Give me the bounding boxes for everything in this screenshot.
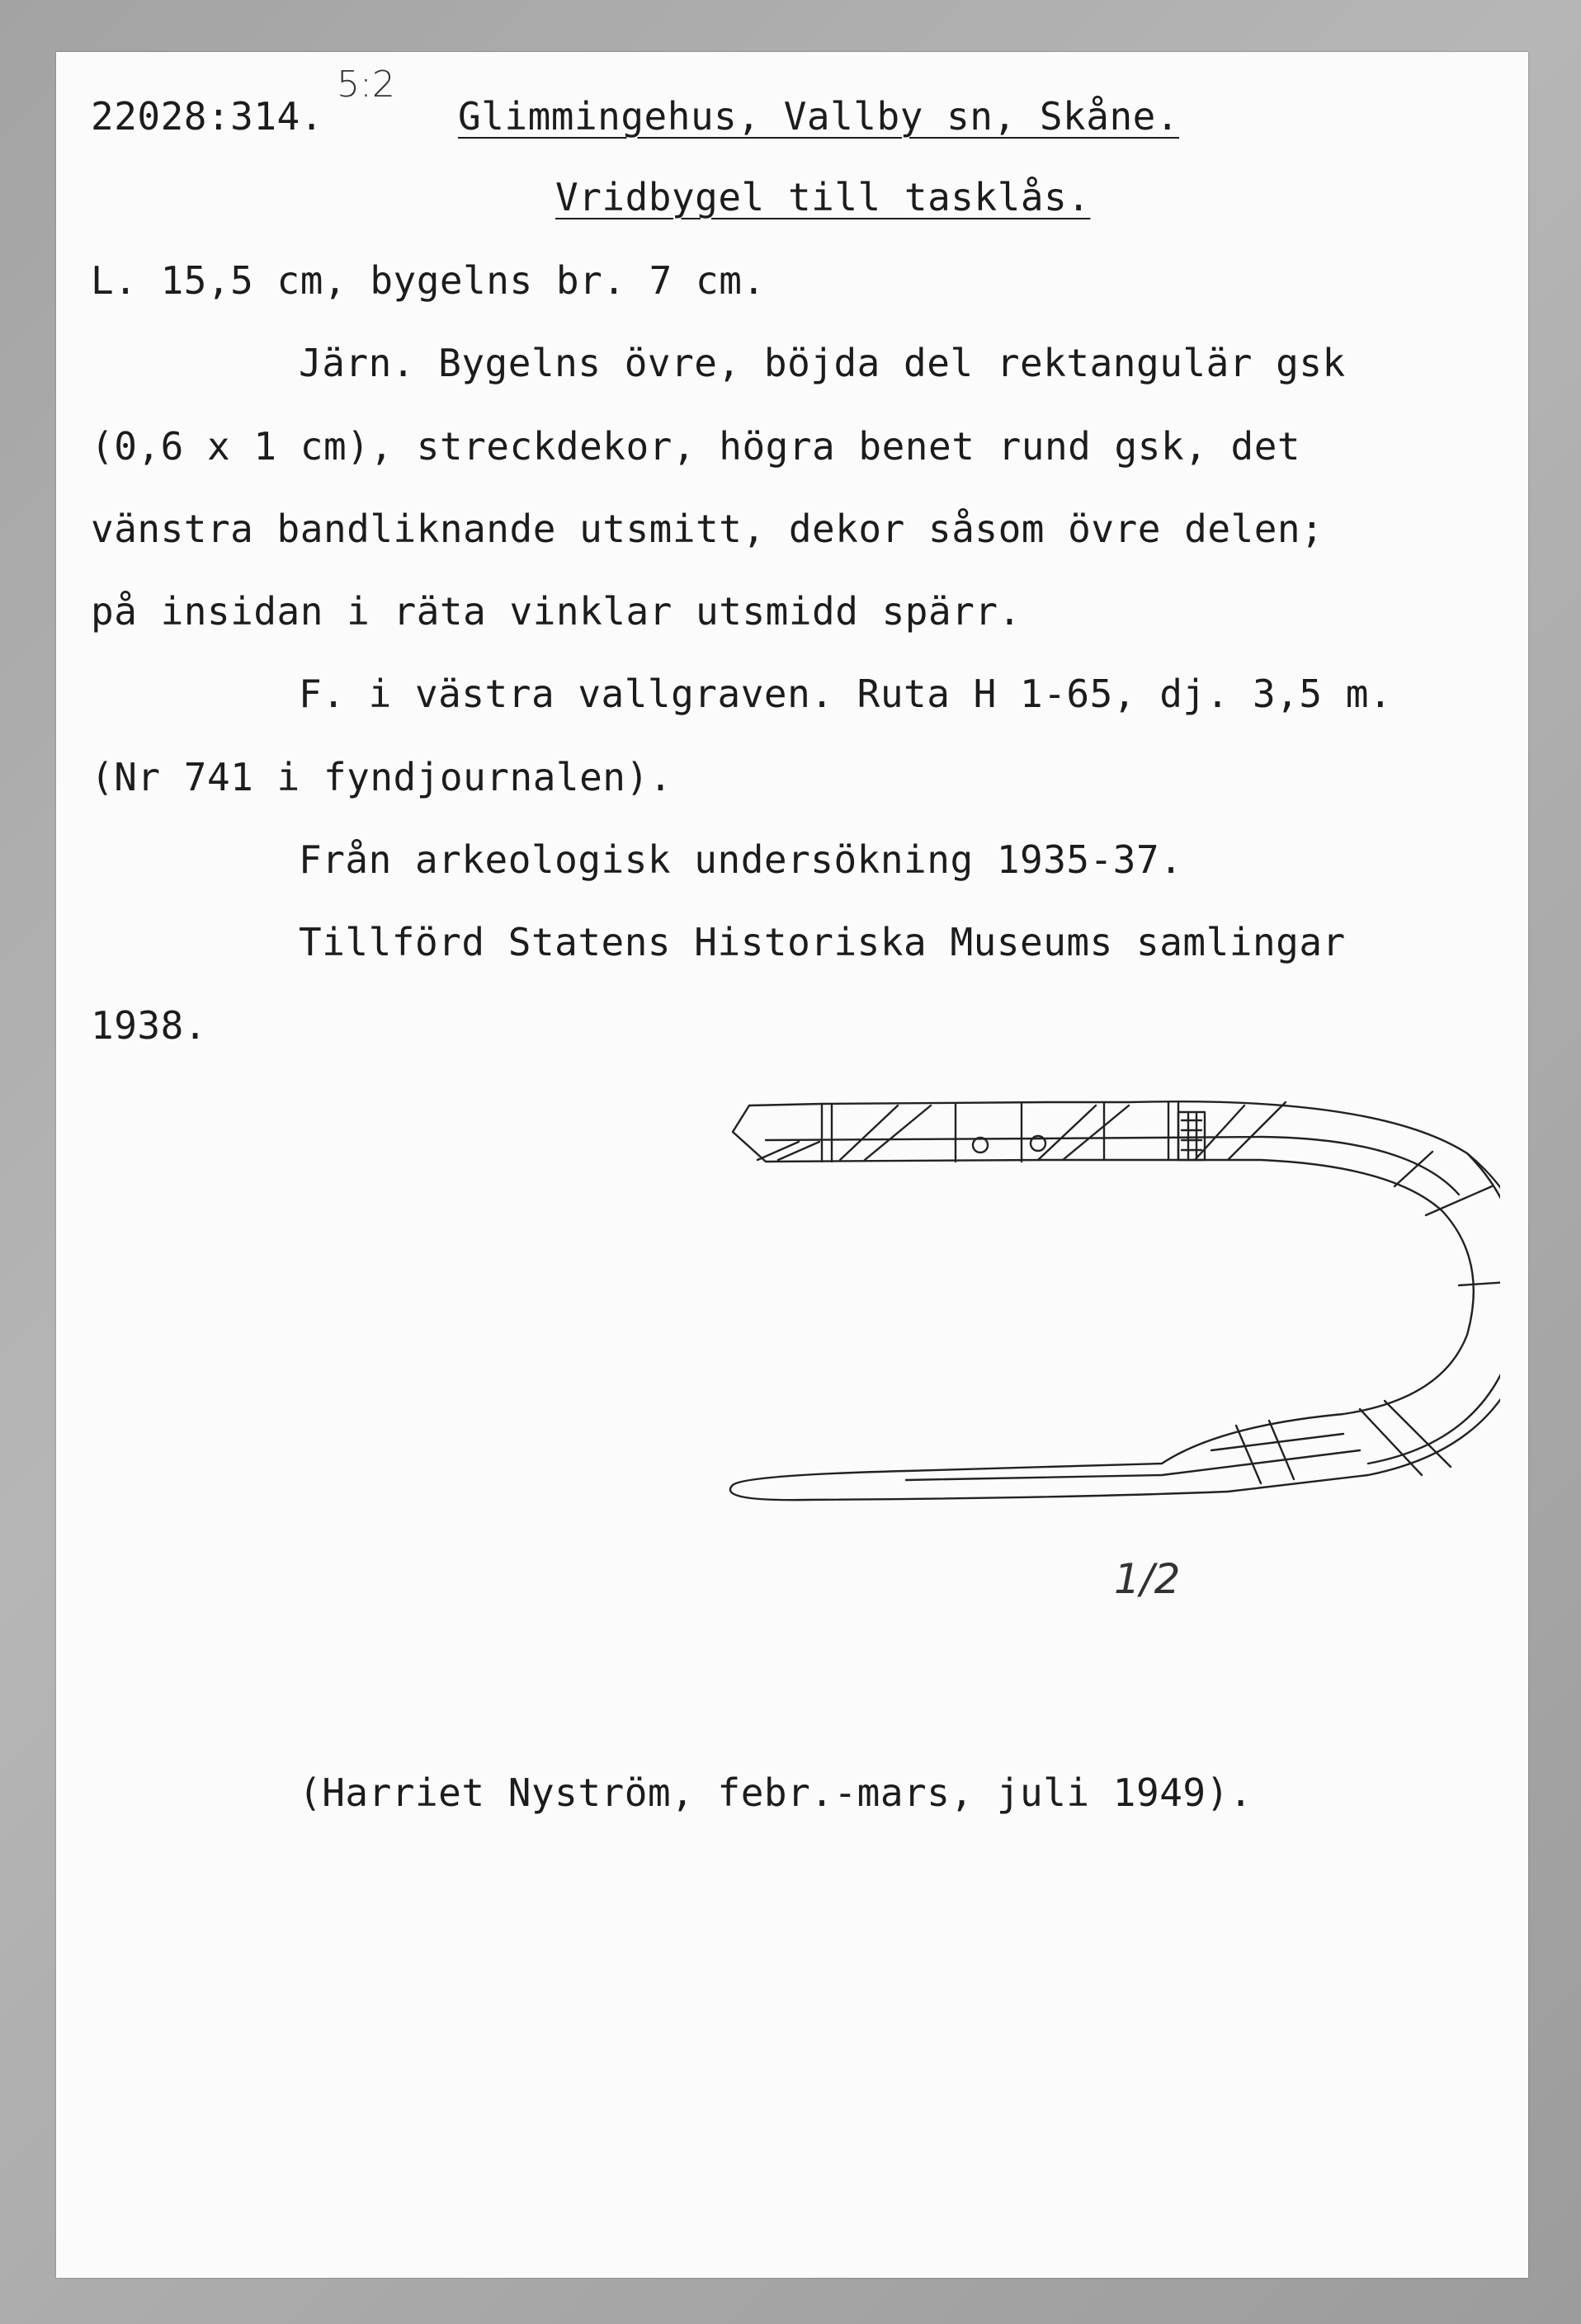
catalog-card [56, 52, 1528, 2278]
catalog-number: 22028:314. [91, 94, 323, 139]
excavation-origin: Från arkeologisk undersökning 1935-37. [299, 837, 1183, 882]
site-name: Glimmingehus, Vallby sn, Skåne. [458, 94, 1180, 139]
object-title: Vridbygel till tasklås. [555, 175, 1091, 219]
dimensions: L. 15,5 cm, bygelns br. 7 cm. [91, 258, 766, 303]
description-line: (0,6 x 1 cm), streckdekor, högra benet rund gsk, det [91, 424, 1301, 469]
description-line: vänstra bandliknande utsmitt, dekor såsom övre delen; [91, 507, 1324, 551]
acquisition-line: Tillförd Statens Historiska Museums samlingar [299, 920, 1346, 964]
find-location: F. i västra vallgraven. Ruta H 1-65, dj. 3,5 m. [299, 672, 1393, 716]
description-line: Järn. Bygelns övre, böjda del rektangulär gsk [299, 341, 1346, 385]
find-journal-ref: (Nr 741 i fyndjournalen). [91, 755, 673, 799]
author-note: (Harriet Nyström, febr.-mars, juli 1949). [299, 1770, 1253, 1815]
drawing-scale: 1/2 [1114, 1555, 1181, 1603]
description-line: på insidan i räta vinklar utsmidd spärr. [91, 589, 1022, 634]
acquisition-year: 1938. [91, 1003, 207, 1048]
handwritten-number: 5:2 [337, 64, 395, 106]
object-drawing [634, 1063, 1500, 1574]
